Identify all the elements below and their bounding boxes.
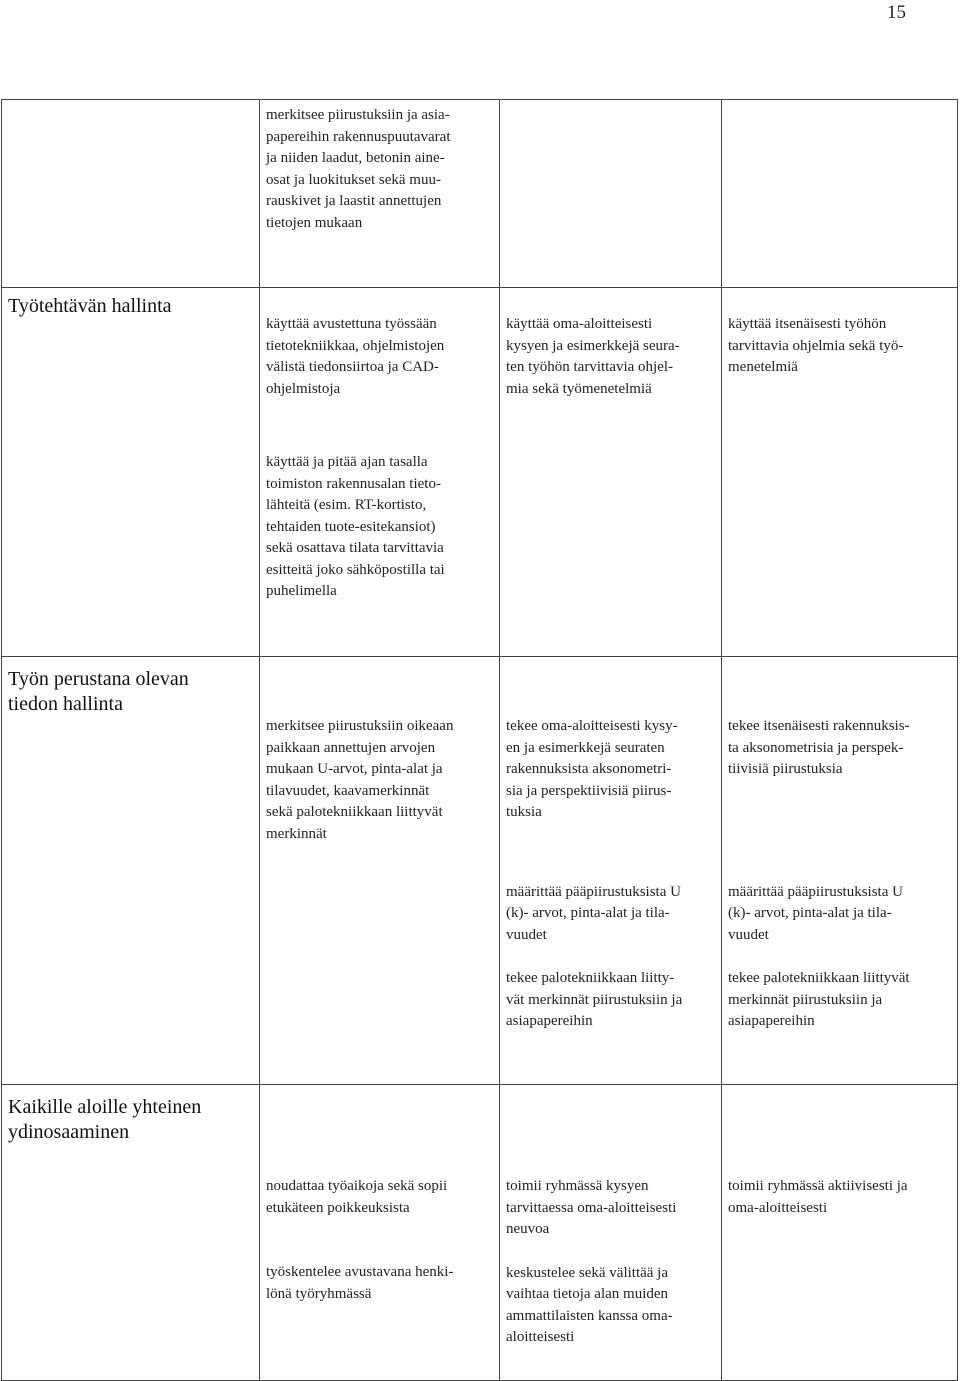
table-cell <box>260 288 500 657</box>
table-cell <box>260 657 500 1085</box>
table-cell <box>500 100 722 288</box>
cell-text: työskentelee avustavana henki- lönä työryhmässä <box>266 1264 454 1302</box>
cell-text: toimii ryhmässä kysyen tarvittaessa oma-aloitteisesti neuvoa <box>506 1178 677 1237</box>
cell-text: määrittää pääpiirustuksista U (k)- arvot, pinta-alat ja tila- vuudet <box>506 883 681 943</box>
table-row <box>2 1085 958 1381</box>
table-cell <box>260 1085 500 1381</box>
cell-text: käyttää avustettuna työssään tietotekniikkaa, ohjelmistojen välistä tiedonsiirtoa ja CAD- ohjelmistoja <box>266 316 445 397</box>
table-row <box>2 657 958 1085</box>
cell-text: tekee palotekniikkaan liittyvät merkinnät piirustuksiin ja asiapapereihin <box>728 970 910 1029</box>
page-number: 15 <box>887 2 906 23</box>
row-heading: Työn perustana olevan tiedon hallinta <box>2 657 260 1085</box>
table-cell <box>500 657 722 1085</box>
cell-text: tekee palotekniikkaan liitty- vät merkinnät piirustuksiin ja asiapapereihin <box>506 970 683 1029</box>
cell-text: merkitsee piirustuksiin ja asia- papereihin rakennuspuutavarat ja niiden laadut, betonin aine- osat ja luokitukset sekä muu- rauskivet ja laastit annettujen tietojen mukaan <box>266 107 451 231</box>
cell-text: käyttää ja pitää ajan tasalla toimiston rakennusalan tieto- lähteitä (esim. RT-kortisto, tehtaiden tuote-esitekansiot) sekä osattava tilata tarvittavia esitteitä joko sähköpostilla tai puhelimella <box>266 454 445 599</box>
cell-text: käyttää oma-aloitteisesti kysyen ja esimerkkejä seura- ten työhön tarvittavia ohjel- mia sekä työmenetelmiä <box>506 316 680 397</box>
row-heading <box>2 100 260 288</box>
cell-text: tekee itsenäisesti rakennuksis- ta aksonometrisia ja perspek- tiivisiä piirustuksia <box>728 718 910 777</box>
cell-text: merkitsee piirustuksiin oikeaan paikkaan annettujen arvojen mukaan U-arvot, pinta-alat ja tilavuudet, kaavamerkinnät sekä palotekniikkaan liittyvät merkinnät <box>266 718 454 842</box>
row-heading: Työtehtävän hallinta <box>2 288 260 657</box>
table-cell <box>260 100 500 288</box>
table-cell <box>722 100 958 288</box>
cell-text: tekee oma-aloitteisesti kysy- en ja esimerkkejä seuraten rakennuksista aksonometri- sia ja perspektiivisiä piirus- tuksia <box>506 718 678 820</box>
cell-text: noudattaa työaikoja sekä sopii etukäteen poikkeuksista <box>266 1178 448 1216</box>
competence-table <box>1 99 958 1381</box>
table-cell <box>722 657 958 1085</box>
cell-text: määrittää pääpiirustuksista U (k)- arvot, pinta-alat ja tila- vuudet <box>728 883 903 943</box>
cell-text: toimii ryhmässä aktiivisesti ja oma-aloitteisesti <box>728 1178 908 1216</box>
table-row <box>2 288 958 657</box>
table-cell <box>722 288 958 657</box>
cell-text: keskustelee sekä välittää ja vaihtaa tietoja alan muiden ammattilaisten kanssa oma- aloitteisesti <box>506 1264 673 1345</box>
table-row <box>2 100 958 288</box>
row-heading: Kaikille aloille yhteinen ydinosaaminen <box>2 1085 260 1381</box>
table-cell <box>500 1085 722 1381</box>
cell-text: käyttää itsenäisesti työhön tarvittavia ohjelmia sekä työ- menetelmiä <box>728 316 904 375</box>
table-cell <box>500 288 722 657</box>
table-cell <box>722 1085 958 1381</box>
